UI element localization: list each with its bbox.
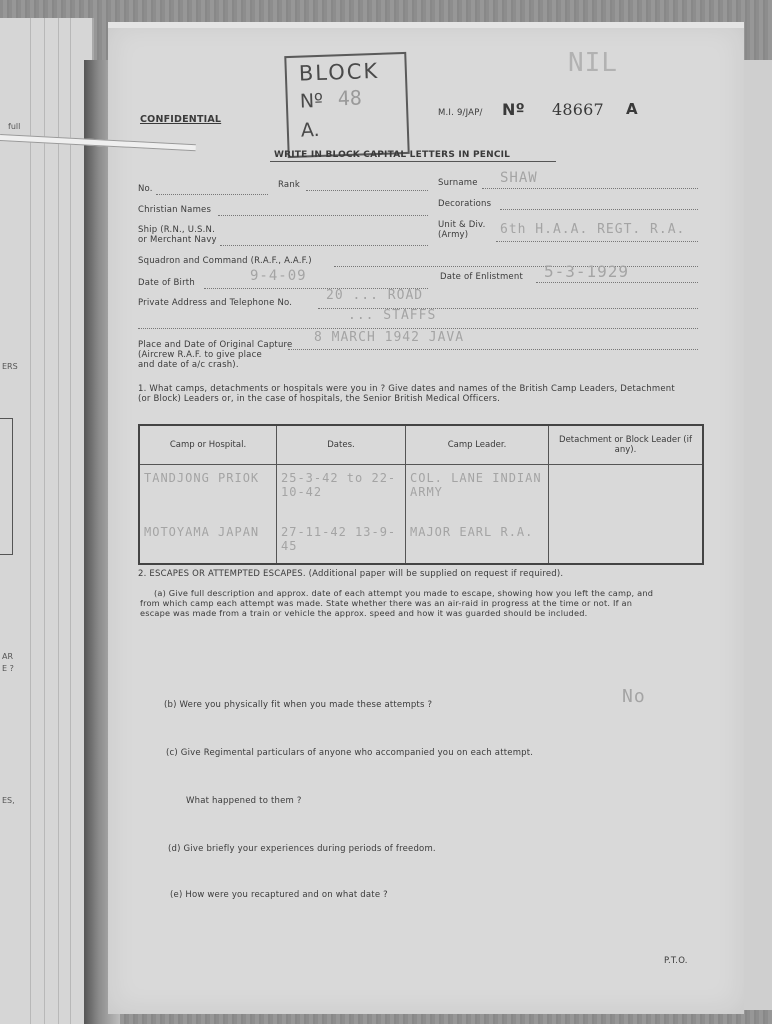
- left-file-stack: [0, 18, 94, 1024]
- surname-handwritten: SHAW: [500, 170, 538, 186]
- question-2e: (e) How were you recaptured and on what date ?: [170, 890, 388, 900]
- stamp-line2: Nº: [299, 89, 324, 113]
- serial-suffix: A: [626, 100, 638, 118]
- stamp-line3: A.: [300, 118, 320, 142]
- confidential-label: CONFIDENTIAL: [140, 114, 222, 125]
- question-2b-handwritten-answer: No: [622, 686, 646, 707]
- table-header-row: [139, 425, 703, 465]
- block-stamp: [284, 52, 409, 158]
- question-2-heading: 2. ESCAPES OR ATTEMPTED ESCAPES. (Additional paper will be supplied on request if required).: [138, 569, 564, 579]
- stamp-handwritten-number: 48: [337, 85, 363, 111]
- dates-cell: 25-3-42 to 22-10-42: [281, 471, 397, 499]
- left-fragment-text: ERS: [2, 362, 18, 371]
- left-fragment-text: full: [8, 122, 21, 131]
- field-squadron-label: Squadron and Command (R.A.F., A.A.F.): [138, 256, 312, 266]
- camps-table: [138, 424, 704, 565]
- field-capture-label: Place and Date of Original Capture: [138, 340, 293, 350]
- field-no-label: No.: [138, 184, 153, 194]
- field-surname-label: Surname: [438, 178, 478, 188]
- question-1: 1. What camps, detachments or hospitals were you in ? Give dates and names of the British Camp Leaders, Detachment: [138, 384, 675, 394]
- field-address-label: Private Address and Telephone No.: [138, 298, 293, 308]
- table-header: Camp Leader.: [406, 425, 549, 465]
- stamp-line1: BLOCK: [298, 58, 380, 86]
- instruction-heading: WRITE IN BLOCK CAPITAL LETTERS IN PENCIL: [274, 150, 511, 160]
- number-label: Nº: [502, 100, 525, 119]
- question-2d: (d) Give briefly your experiences during periods of freedom.: [168, 844, 436, 854]
- left-fragment-text: AR: [2, 652, 14, 661]
- dates-cell: 27-11-42 13-9-45: [281, 525, 397, 553]
- corner-handwritten-note: NIL: [568, 48, 618, 78]
- question-2c: (c) Give Regimental particulars of anyone who accompanied you on each attempt.: [166, 748, 534, 758]
- field-ship-label: Ship (R.N., U.S.N.: [138, 225, 216, 235]
- camp-cell: TANDJONG PRIOK: [144, 471, 260, 485]
- field-dob-label: Date of Birth: [138, 278, 195, 288]
- field-decorations-label: Decorations: [438, 199, 492, 209]
- field-rank-label: Rank: [278, 180, 301, 190]
- question-1-continued: (or Block) Leaders or, in the case of hospitals, the Senior British Medical Officers.: [138, 394, 500, 404]
- table-header: Detachment or Block Leader (if any).: [549, 425, 704, 465]
- field-unit-label: Unit & Div.: [438, 220, 486, 230]
- question-2a-line1: (a) Give full description and approx. date of each attempt you made to escape, showing how you left the camp, and: [154, 588, 654, 598]
- field-christian-names-label: Christian Names: [138, 205, 212, 215]
- field-unit-label-2: (Army): [438, 230, 469, 240]
- liberation-questionnaire-form: [108, 22, 744, 1014]
- table-row: [139, 465, 703, 565]
- question-2c-followup: What happened to them ?: [186, 796, 302, 806]
- capture-handwritten: 8 MARCH 1942 JAVA: [314, 330, 465, 345]
- field-ship-label-2: or Merchant Navy: [138, 235, 217, 245]
- field-enlistment-label: Date of Enlistment: [440, 272, 523, 282]
- field-capture-label-2: (Aircrew R.A.F. to give place: [138, 350, 262, 360]
- unit-handwritten: 6th H.A.A. REGT. R.A.: [500, 222, 686, 237]
- question-2a-line3: escape was made from a train or vehicle the approx. speed and how it was guarded should be included.: [140, 608, 588, 618]
- enlistment-handwritten: 5-3-1929: [544, 262, 630, 281]
- address-handwritten-2: ... STAFFS: [348, 308, 437, 323]
- leader-cell: COL. LANE INDIAN ARMY: [410, 471, 542, 499]
- leader-cell: MAJOR EARL R.A.: [410, 525, 534, 539]
- pto-label: P.T.O.: [664, 956, 688, 966]
- dob-handwritten: 9-4-09: [250, 268, 307, 284]
- address-handwritten-1: 20 ... ROAD: [326, 288, 424, 303]
- left-fragment-text: ES,: [2, 796, 15, 805]
- field-capture-label-3: and date of a/c crash).: [138, 360, 239, 370]
- left-fragment-box: [0, 418, 13, 555]
- serial-number: 48667: [552, 100, 604, 119]
- question-2a-line2: from which camp each attempt was made. State whether there was an air-raid in progress at the time or not. If an: [140, 598, 633, 608]
- table-header: Camp or Hospital.: [139, 425, 277, 465]
- camp-cell: MOTOYAMA JAPAN: [144, 525, 260, 539]
- reference-prefix: M.I. 9/JAP/: [438, 108, 483, 118]
- question-2b: (b) Were you physically fit when you made these attempts ?: [164, 700, 433, 710]
- table-header: Dates.: [277, 425, 406, 465]
- left-fragment-text: E ?: [2, 664, 14, 673]
